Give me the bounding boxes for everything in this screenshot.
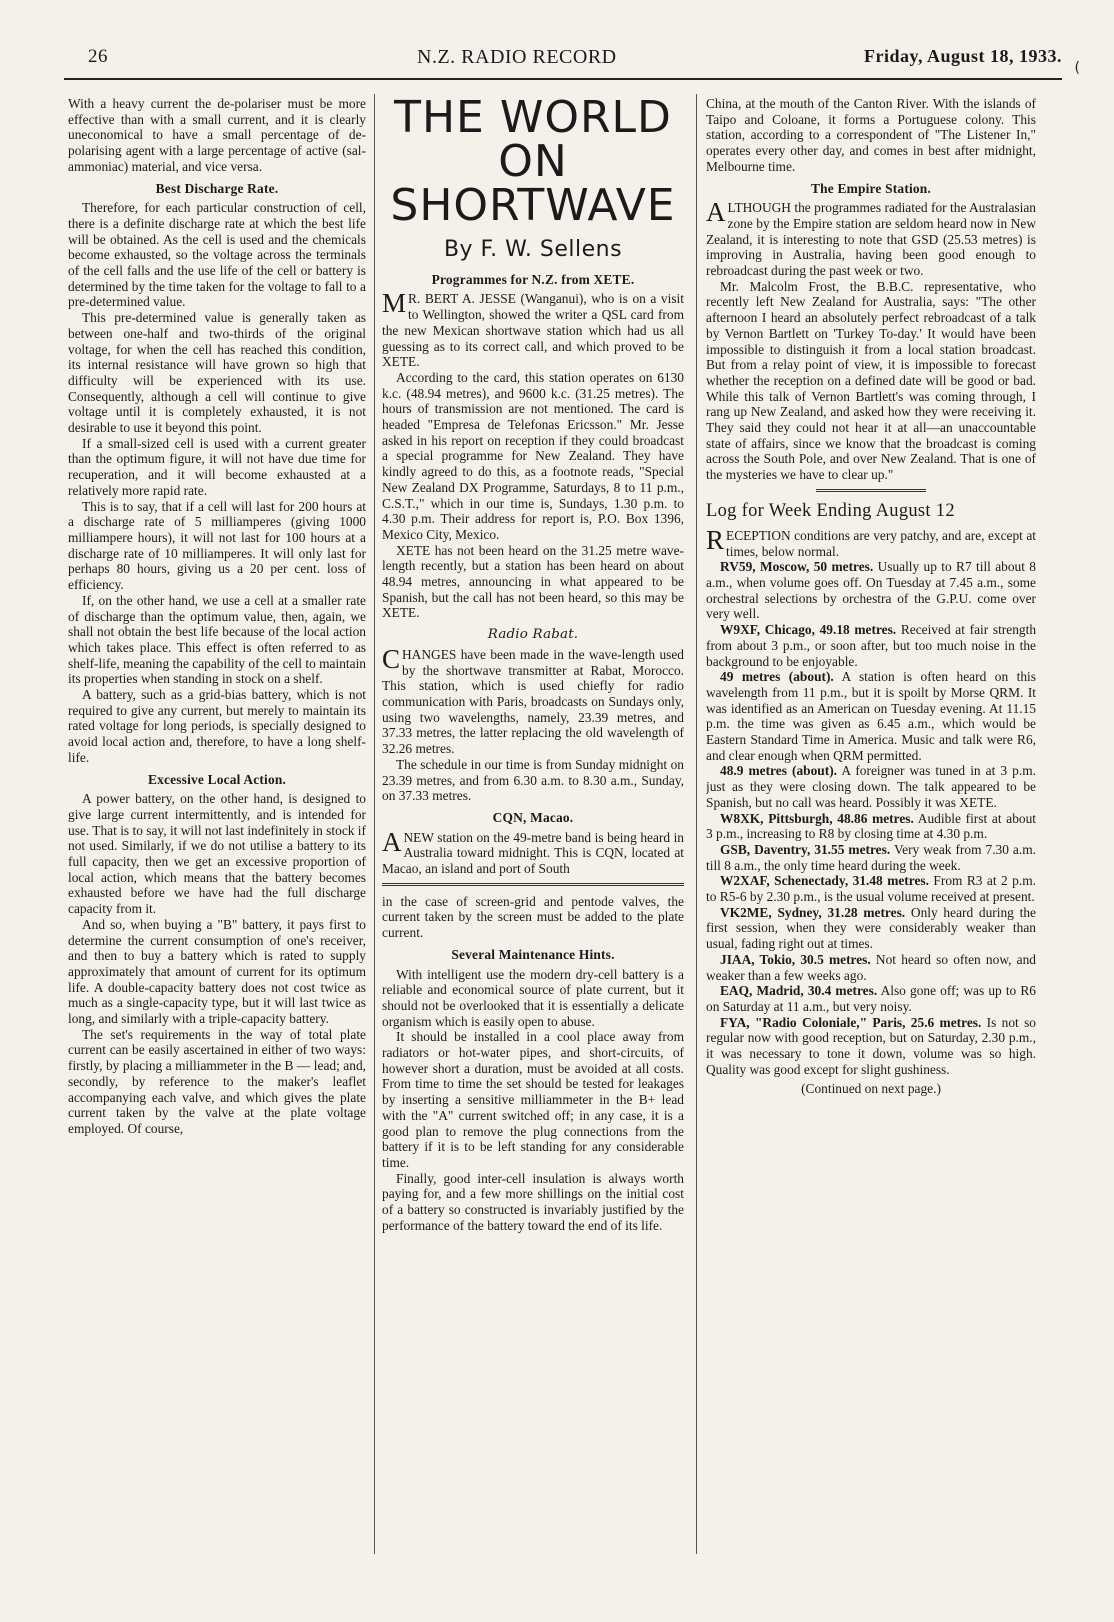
log-entry-text: Received at fair strength from about 3 p.m., or soon after, but too much noise in the background to be enjoyable. bbox=[706, 622, 1036, 669]
paragraph bbox=[382, 288, 684, 370]
log-entry-text: Also gone off; was up to R6 on Saturday at 11 a.m., but very noisy. bbox=[706, 983, 1036, 1014]
paragraph: Finally, good inter-cell insulation is always worth paying for, and a few more shillings on the initial cost of a battery so constructed is invariably justified by the performance of the battery toward the end of its life. bbox=[382, 1170, 684, 1233]
paragraph: The set's requirements in the way of total plate current can be easily ascertained in either of two ways: firstly, by placing a milliammeter in the B — lead; and, secondly, by reference to the maker's leaflet accompanying each valve, and which gives the plate current taken by the valve at the plate voltage employed. Of course, bbox=[68, 1026, 366, 1136]
paragraph-text: R. BERT A. JESSE (Wanganui), who is on a visit to Wellington, showed the writer a QSL card from the new Mexican shortwave station which had us all guessing as to its correct call, and which proved to be XETE. bbox=[382, 291, 684, 370]
drop-cap: R bbox=[706, 524, 725, 555]
paragraph: With a heavy current the de-polariser must be more effective than with a small current, and it is clearly uneconomical to have a small percentage of de-polarising agent with a large percentage of active (sal-ammoniac) material, and vice versa. bbox=[68, 96, 366, 174]
subheading-maintenance-hints: Several Maintenance Hints. bbox=[451, 946, 615, 962]
log-station: FYA, "Radio Coloniale," Paris, 25.6 metres. bbox=[720, 1014, 982, 1030]
drop-cap: M bbox=[382, 288, 407, 319]
paragraph: XETE has not been heard on the 31.25 metre wave-length recently, but a station has been heard on about 48.94 metres, announcing in what appeared to be Spanish, but the call has not been heard, so this may be XETE. bbox=[382, 542, 684, 621]
log-entry-text: A foreigner was tuned in at 3 p.m. just as they were closing down. The talk appeared to be Spanish, but no call was heard. Possibly it was XETE. bbox=[706, 763, 1036, 810]
log-station: 49 metres (about). bbox=[720, 669, 834, 685]
paragraph-text: LTHOUGH the programmes radiated for the Australasian zone by the Empire station are seldom heard now in New Zealand, it is interesting to note that GSD (25.53 metres) is improving in Australia, having been good enough to rebroadcast during the past week or two. bbox=[706, 200, 1036, 279]
subheading-cqn-macao: CQN, Macao. bbox=[492, 809, 574, 825]
paragraph: A power battery, on the other hand, is designed to give large current intermittently, and is intended for use. That is to say, it will not last indefinitely in stock if not used. Similarly, if we do not utilise a battery to its full capacity, then we get an excessive proportion of local action, which means that the battery becomes exhausted before we have had the full discharge capacity from it. bbox=[68, 791, 366, 917]
headline-line-2: ON bbox=[498, 136, 568, 187]
log-entry-text: Very weak from 7.30 a.m. till 8 a.m., the only time heard during the week. bbox=[706, 841, 1036, 873]
log-entry-text: Only heard during the first session, when they were considerably weaker than usual, fading right out at times. bbox=[706, 904, 1036, 952]
paragraph: And so, when buying a "B" battery, it pays first to determine the current consumption of one's receiver, and then to buy a battery which is rated to supply approximately that amount of current for its optimum life. A double-capacity battery does not cost twice as much as a single-capacity type, but it will last twice as long, and similarly with a triple-capacity battery. bbox=[68, 916, 366, 1027]
subheading-empire-station: The Empire Station. bbox=[811, 180, 931, 196]
paragraph: in the case of screen-grid and pentode valves, the current taken by the screen must be added to the plate current. bbox=[382, 893, 684, 941]
log-entry-text: Usually up to R7 till about 8 a.m., when volume goes off. On Tuesday at 7.45 a.m., some orchestral selections by orchestra of the G.P.U. come over very well. bbox=[706, 559, 1036, 622]
paragraph: Therefore, for each particular construction of cell, there is a definite discharge rate at which the best life will be obtained. As the cell is used and the chemicals become exhausted, so the voltage across the terminals of the cell falls and the use life of the cell or battery is determined by the time taken for the voltage to fall to a pre-determined value. bbox=[68, 200, 366, 310]
subheading-discharge-rate: Best Discharge Rate. bbox=[155, 180, 279, 196]
column-battery-article bbox=[68, 96, 366, 1556]
paragraph: China, at the mouth of the Canton River. With the islands of Taipo and Coloane, it forms a Portuguese colony. This station, according to a correspondent of "The Listener In," operates every other day, and comes in best after midnight, Melbourne time. bbox=[706, 96, 1036, 174]
log-entry bbox=[706, 669, 1036, 763]
headline-line-3: SHORTWAVE bbox=[390, 180, 676, 231]
newspaper-page bbox=[62, 0, 1080, 1622]
log-entry-text: Is not so regular now with good reception, but on Saturday, 2.30 p.m., it was necessary to tone it down, volume was so high. Quality was good except for slight gushiness. bbox=[706, 1014, 1036, 1077]
log-station: W9XF, Chicago, 49.18 metres. bbox=[720, 622, 897, 638]
log-entry bbox=[706, 952, 1036, 983]
log-entry-text: A station is often heard on this wavelength from 11 p.m., but it is spoilt by Morse QRM. It was identified as an American on Tuesday evening. At 11.15 p.m. the time was given as 6.45 a.m., which would be Eastern Standard Time in America. Music and talk were R6, and clear enough when QRM permitted. bbox=[706, 669, 1036, 763]
log-entry-text: Not heard so often now, and weaker than a few weeks ago. bbox=[706, 951, 1036, 983]
issue-date: Friday, August 18, 1933. bbox=[863, 46, 1062, 66]
log-entry bbox=[706, 811, 1036, 842]
log-station: VK2ME, Sydney, 31.28 metres. bbox=[720, 904, 906, 920]
continued-note: (Continued on next page.) bbox=[801, 1081, 941, 1097]
log-station: EAQ, Madrid, 30.4 metres. bbox=[720, 983, 878, 999]
byline: By F. W. Sellens bbox=[443, 237, 623, 262]
column-divider-1 bbox=[374, 94, 375, 1554]
log-station: GSB, Daventry, 31.55 metres. bbox=[720, 841, 891, 857]
column-divider-2 bbox=[696, 94, 697, 1554]
paragraph: It should be installed in a cool place away from radiators or hot-water pipes, and short-circuits, of however short a duration, must be avoided at all costs. From time to time the set should be tested for leakages by inserting a sensitive milliammeter in the B+ lead with the "A" current switched off; in any case, it is a good plan to remove the plug connections from the battery if it is to be left standing for any considerable time. bbox=[382, 1029, 684, 1170]
column-shortwave-article bbox=[382, 96, 684, 1556]
log-station: 48.9 metres (about). bbox=[720, 763, 837, 779]
paragraph-text: ECEPTION conditions are very patchy, and are, except at times, below normal. bbox=[726, 527, 1036, 559]
subheading-radio-rabat: Radio Rabat. bbox=[487, 627, 579, 643]
paragraph: This pre-determined value is generally taken as between one-half and two-thirds of the original voltage, for when the cell has reached this condition, its internal resistance will have grown so high that difficulty will be experienced with its use. Consequently, although a cell will continue to give voltage until it is completely exhausted, it is not desirable to use it beyond this point. bbox=[68, 310, 366, 436]
masthead bbox=[62, 44, 1062, 74]
masthead-rule bbox=[64, 78, 1062, 80]
paragraph: With intelligent use the modern dry-cell battery is a reliable and economical source of plate current, but it should not be overlooked that it is essentially a delicate organism which is easily open to abuse. bbox=[382, 966, 684, 1029]
column-shortwave-continued bbox=[706, 96, 1036, 1586]
log-entry bbox=[706, 983, 1036, 1014]
paragraph: The schedule in our time is from Sunday midnight on 23.39 metres, and from 6.30 a.m. to 8.30 a.m., Sunday, on 37.33 metres. bbox=[382, 756, 684, 804]
log-entry-text: Audible first at about 3 p.m., increasing to R8 by closing time at 4.30 p.m. bbox=[706, 810, 1036, 842]
paragraph: This is to say, that if a cell will last for 200 hours at a discharge rate of 5 milliamperes (giving 1000 milliampere hours), it will not last for 100 hours at a discharge rate of 10 milliamperes. It will only last for perhaps 80 hours, giving us a 20 per cent. loss of efficiency. bbox=[68, 498, 366, 593]
log-entry bbox=[706, 763, 1036, 810]
paragraph: According to the card, this station operates on 6130 k.c. (48.94 metres), and 9600 k.c. (31.25 metres). The hours of transmission are not mentioned. The card is headed "Empresa de Telefonas Ericsson." Mr. Jesse asked in his report on reception if they could broadcast a special programme for New Zealand. They have kindly agreed to do this, as a footnote reads, "Special New Zealand DX Programme, Saturdays, 8 to 11 p.m., C.S.T.," which in our time is, Sundays, 1.30 p.m. to 4.30 p.m. Their address for report is, P.O. Box 1396, Mexico City, Mexico. bbox=[382, 369, 684, 542]
log-station: RV59, Moscow, 50 metres. bbox=[720, 559, 874, 575]
paragraph bbox=[382, 826, 684, 877]
log-entry bbox=[706, 873, 1036, 904]
section-rule bbox=[816, 489, 926, 492]
paragraph bbox=[382, 643, 684, 757]
drop-cap: C bbox=[382, 643, 401, 674]
log-station: W2XAF, Schenectady, 31.48 metres. bbox=[720, 873, 929, 889]
log-station: W8XK, Pittsburgh, 48.86 metres. bbox=[720, 810, 914, 826]
section-rule bbox=[382, 883, 684, 886]
paragraph: Mr. Malcolm Frost, the B.B.C. representative, who recently left New Zealand for Australia, says: "The other afternoon I heard an absolutely perfect rebroadcast of a talk by Vernon Bartlett on 'Turkey To-day.' It would have been impossible to distinguish it from a local station broadcast. But from a relay point of view, it is impossible to forecast whether the reception on a defined date will be good or bad. While this talk of Vernon Bartlett's was coming through, I rang up New Zealand, and asked how they were receiving it. They said they could not hear it at all—an unaccountable state of affairs, since we know that the broadcast is coming across the South Pole, and over New Zealand. That is one of the mysteries we have to clear up." bbox=[706, 278, 1036, 483]
log-station: JIAA, Tokio, 30.5 metres. bbox=[720, 951, 871, 967]
paragraph bbox=[706, 197, 1036, 279]
publication-title: N.Z. RADIO RECORD bbox=[417, 46, 617, 68]
log-entries bbox=[706, 559, 1036, 1077]
paragraph-text: NEW station on the 49-metre band is being heard in Australia toward midnight. This is CQN, located at Macao, an island and port of South bbox=[382, 829, 684, 877]
log-entry bbox=[706, 905, 1036, 952]
page-number: 26 bbox=[88, 46, 108, 67]
paragraph: If, on the other hand, we use a cell at a smaller rate of discharge than the optimum value, then, again, we shall not obtain the best life because of the local action which takes place. This effect is often referred to as shelf-life, meaning the capability of the cell to maintain its properties when standing in stock on a shelf. bbox=[68, 592, 366, 687]
log-title: Log for Week Ending August 12 bbox=[706, 500, 955, 521]
drop-cap: A bbox=[706, 197, 726, 228]
headline-line-1: THE WORLD bbox=[394, 96, 672, 143]
log-entry bbox=[706, 622, 1036, 669]
paragraph: A battery, such as a grid-bias battery, which is not required to give any current, but merely to maintain its rated voltage for long periods, is specially designed to avoid local action and, therefore, to have a long shelf-life. bbox=[68, 687, 366, 765]
subheading-xete: Programmes for N.Z. from XETE. bbox=[431, 271, 635, 287]
paragraph-text: HANGES have been made in the wave-length used by the shortwave transmitter at Rabat, Morocco. This station, which is used chiefly for radio communication with Paris, broadcasts on Sundays only, using two wavelengths, namely, 23.39 metres, and 37.33 metres, the latter replacing the old wavelength of 32.26 metres. bbox=[382, 646, 684, 757]
subheading-local-action: Excessive Local Action. bbox=[147, 771, 287, 787]
log-entry bbox=[706, 842, 1036, 873]
log-entry bbox=[706, 559, 1036, 622]
log-entry-text: From R3 at 2 p.m. to R5-6 by 2.30 p.m., is the usual volume received at present. bbox=[706, 873, 1036, 905]
paragraph bbox=[706, 524, 1036, 559]
drop-cap: A bbox=[382, 826, 402, 857]
log-entry bbox=[706, 1015, 1036, 1078]
margin-mark: ( bbox=[1074, 60, 1080, 76]
paragraph: If a small-sized cell is used with a current greater than the optimum figure, it will not have due time for recuperation, and it will become exhausted at a relatively more rapid rate. bbox=[68, 435, 366, 498]
